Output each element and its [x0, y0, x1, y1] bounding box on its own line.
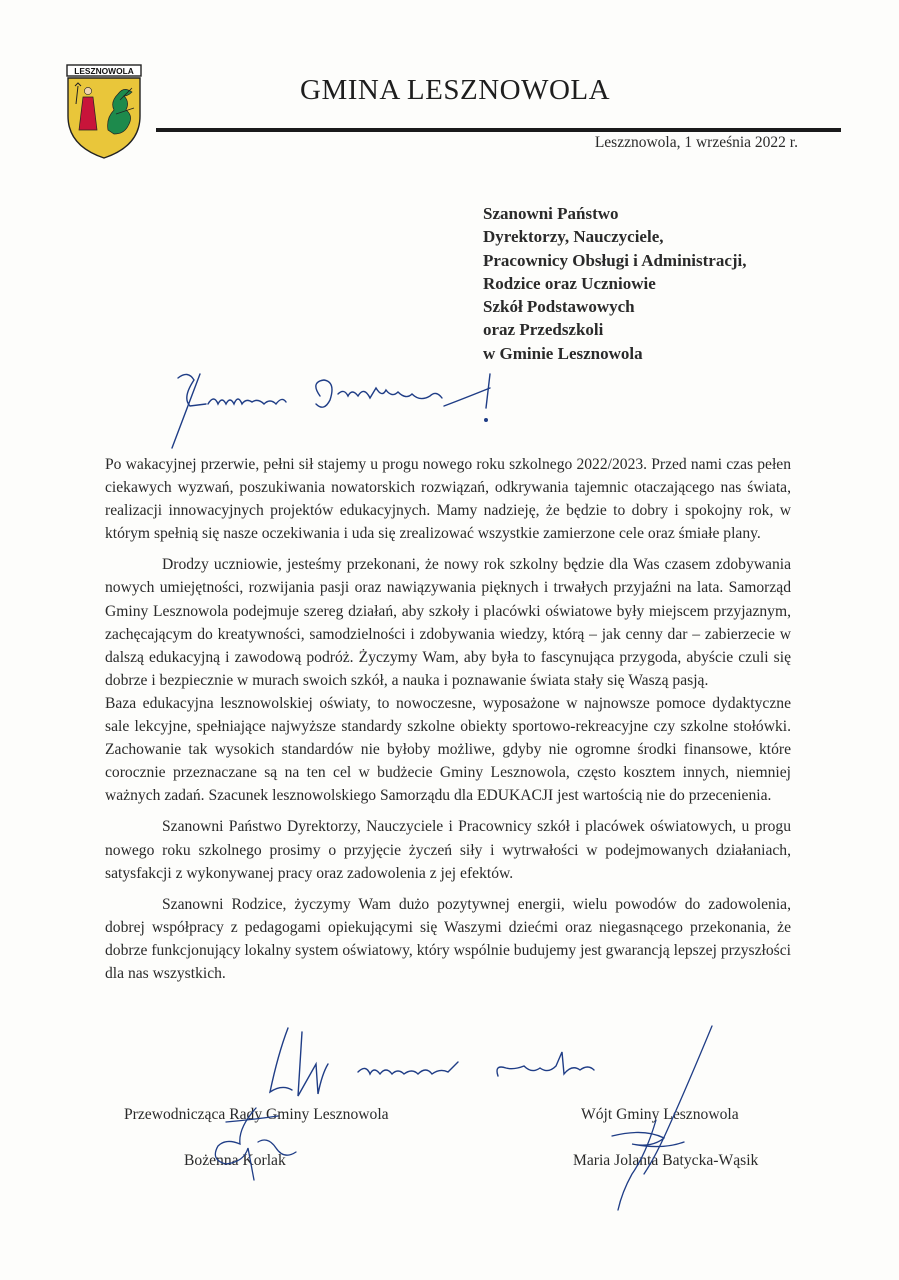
body-paragraph: Szanowni Państwo Dyrektorzy, Nauczyciele i Pracownicy szkół i placówek oświatowych, u progu nowego roku szkolnego prosimy o przyjęcie życzeń siły i wytrwałości w podejmowanych działaniach, satysfakcji z wykonywanej pracy oraz zadowolenia z jej efektów. [105, 818, 791, 882]
addressee-line: oraz Przedszkoli [483, 320, 604, 340]
header-divider [156, 128, 841, 132]
municipal-crest-icon [66, 64, 142, 160]
body-paragraph: Baza edukacyjna lesznowolskiej oświaty, to nowoczesne, wyposażone w najnowsze pomoce dydaktyczne sale lekcyjne, spełniające najwyższe standardy szkolne obiekty sportowo-rekreacyjne czy szkolne stołówki. Zachowanie tak wysokich standardów nie byłoby możliwe, gdyby nie ogromne środki finansowe, które corocznie przeznaczane są na ten cel w budżecie Gminy Lesznowola, często kosztem innych, niemniej ważnych zadań. Szacunek lesznowolskiego Samorządu dla EDUKACJI jest wartością nie do przecenienia. [105, 694, 791, 805]
body-paragraph: Drodzy uczniowie, jesteśmy przekonani, że nowy rok szkolny będzie dla Was czasem zdobywania nowych umiejętności, rozwijania pasji oraz nawiązywania pięknych i trwałych przyjaźni na lata. Samorząd Gminy Lesznowola podejmuje szereg działań, aby szkoły i placówki oświatowe były miejscem przyjaznym, zachęcającym do kreatywności, samodzielności i zdobywania wiedzy, którą – jak cenny dar – zabierzecie w dalszą edukacyjną i zawodową podróż. Życzymy Wam, aby była to fascynująca przygoda, abyście czuli się dobrze i bezpiecznie w murach swoich szkół, a nauka i poznawanie świata stały się Waszą pasją. [105, 556, 791, 689]
handwritten-greeting [160, 368, 510, 450]
page-title: GMINA LESZNOWOLA [300, 74, 611, 106]
addressee-line: w Gminie Lesznowola [483, 343, 643, 363]
body-paragraph: Szanowni Rodzice, życzymy Wam dużo pozytywnej energii, wielu powodów do zadowolenia, dobrej współpracy z pedagogami opiekującymi się Waszymi dziećmi oraz niegasnącego przekonania, że dobrze funkcjonujący lokalny system oświatowy, który wspólnie budujemy jest gwarancją lepszej przyszłości dla nas wszystkich. [105, 895, 791, 982]
crest-label: LESZNOWOLA [74, 66, 134, 76]
addressee-line: Szanowni Państwo [483, 204, 619, 223]
addressee-line: Szkół Podstawowych [483, 297, 635, 317]
letter-date: Leszznowola, 1 września 2022 r. [594, 134, 798, 151]
right-signatory-role: Wójt Gminy Lesznowola [581, 1106, 739, 1123]
left-signatory-name: Bożenna Korlak [184, 1152, 286, 1169]
addressee-line: Pracownicy Obsługi i Administracji, [483, 250, 747, 270]
handwritten-closing [262, 1024, 622, 1104]
addressee-line: Rodzice oraz Uczniowie [483, 273, 656, 293]
left-signatory-role: Przewodnicząca Rady Gminy Lesznowola [124, 1106, 389, 1123]
addressee-block [483, 202, 747, 365]
letter-body [105, 453, 791, 985]
body-paragraph: Po wakacyjnej przerwie, pełni sił stajemy u progu nowego roku szkolnego 2022/2023. Przed nami czas pełen ciekawych wyzwań, poszukiwania nowatorskich rozwiązań, odkrywania tajemnic otaczającego nas świata, realizacji innowacyjnych projektów edukacyjnych. Mamy nadzieję, że będzie to dobry i spokojny rok, w którym spełnią się nasze oczekiwania i uda się zrealizować wszystkie zamierzone cele oraz śmiałe plany. [105, 456, 791, 543]
right-signatory-name: Maria Jolanta Batycka-Wąsik [573, 1152, 759, 1169]
addressee-line: Dyrektorzy, Nauczyciele, [483, 227, 664, 247]
